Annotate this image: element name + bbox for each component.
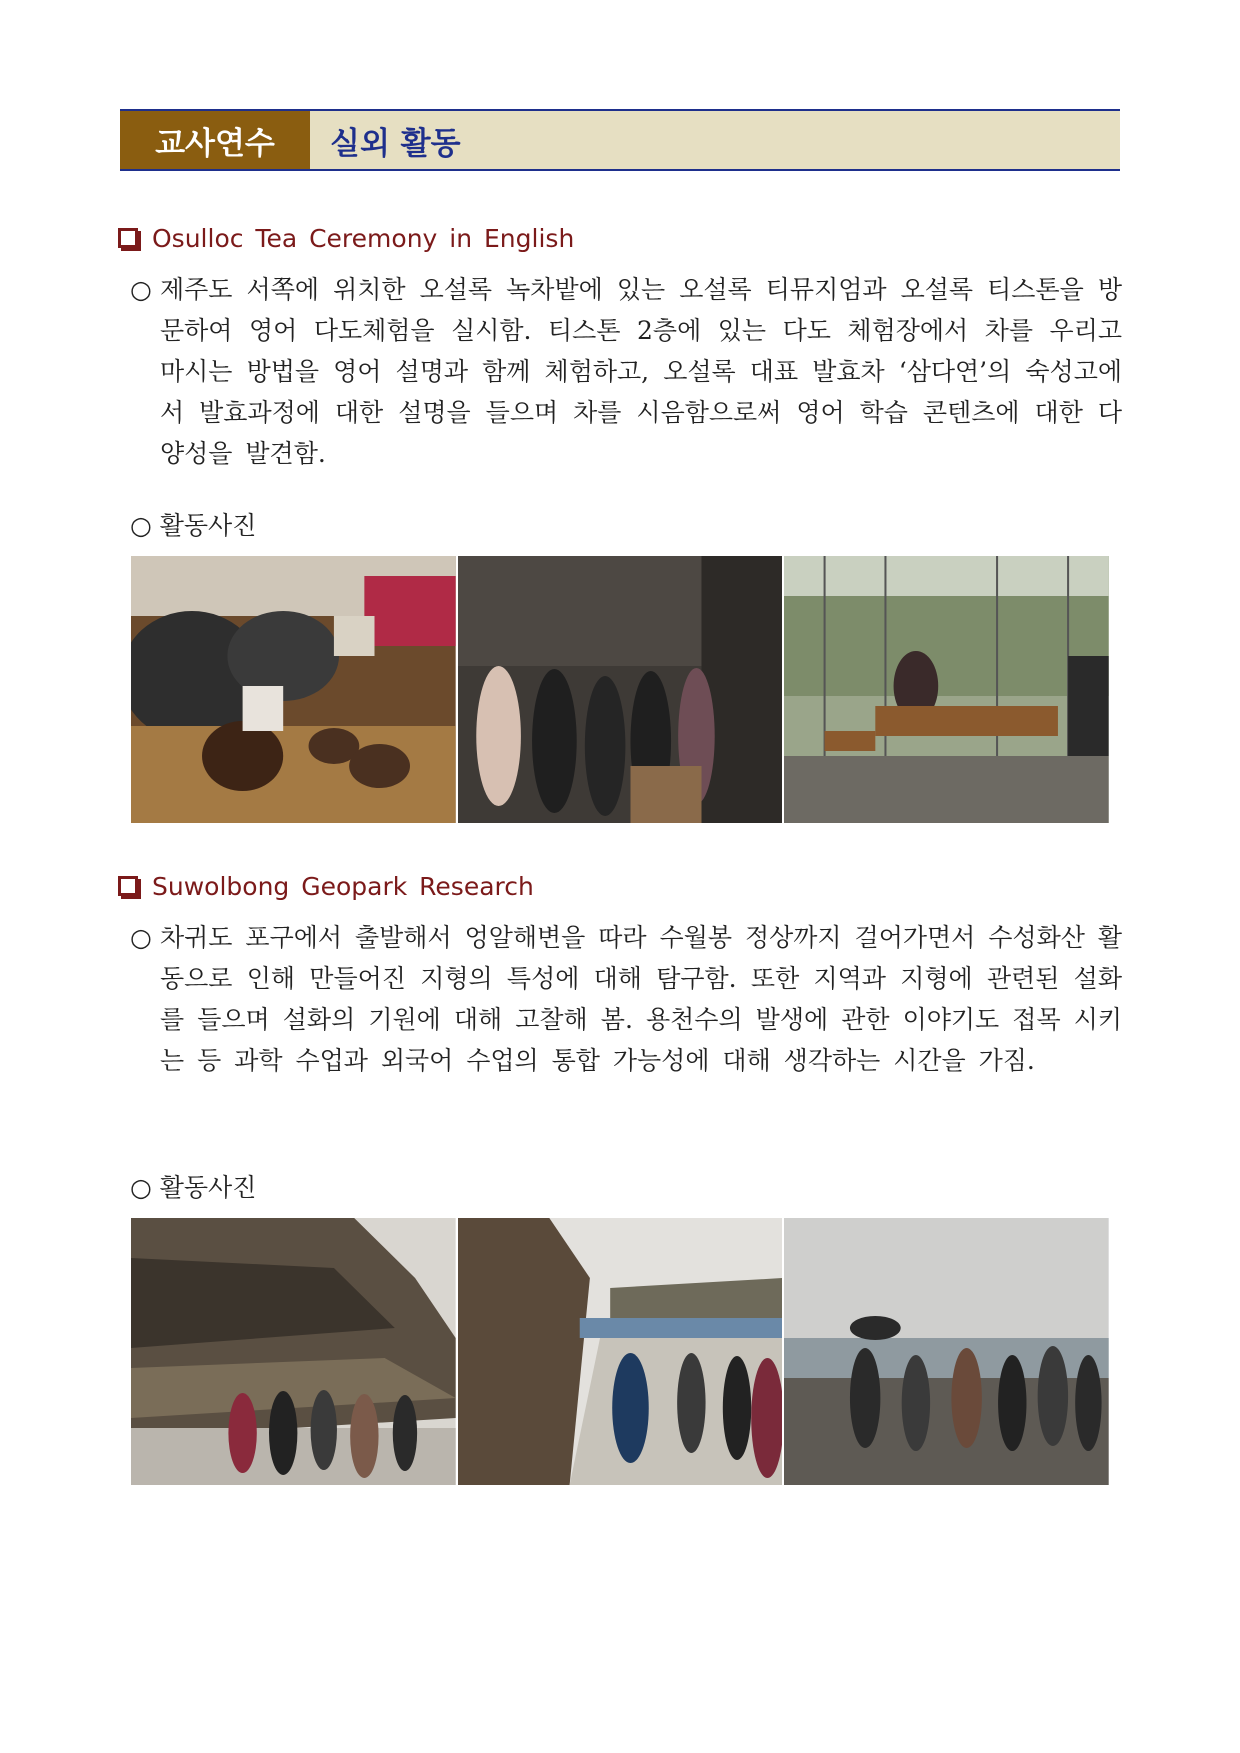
geopark-description — [130, 917, 1122, 1081]
header-tag: 교사연수 — [120, 111, 310, 169]
photo-geopark-group — [784, 1218, 1109, 1485]
photo-tea-group — [458, 556, 783, 823]
tea-description-text: 제주도 서쪽에 위치한 오설록 녹차밭에 있는 오설록 티뮤지엄과 오설록 티스톤을 방문하여 영어 다도체험을 실시함. 티스톤 2층에 있는 다도 체험장에서 차를 우리고 마시는 방법을 영어 설명과 함께 체험하고, 오설록 대표 발효차 ‘삼다연’의 숙성고에서 발효과정에 대한 설명을 들으며 차를 시음함으로써 영어 학습 콘텐츠에 대한 다양성을 발견함. — [160, 275, 1122, 468]
page-title: 실외 활동 — [330, 125, 461, 162]
checkbox-icon — [118, 228, 138, 248]
section-heading-geopark: Suwolbong Geopark Research — [118, 868, 534, 904]
page-header — [120, 109, 1120, 171]
photo-geopark-cliff — [131, 1218, 456, 1485]
section-heading-tea: Osulloc Tea Ceremony in English — [118, 220, 574, 256]
photo-label-tea: ○ 활동사진 — [130, 511, 257, 540]
tea-description — [130, 269, 1122, 474]
photo-tea-table — [784, 556, 1109, 823]
photo-label-geopark: ○ 활동사진 — [130, 1173, 257, 1202]
photo-tea-pouring — [131, 556, 456, 823]
geopark-description-text: 차귀도 포구에서 출발해서 엉알해변을 따라 수월봉 정상까지 걸어가면서 수성화산 활동으로 인해 만들어진 지형의 특성에 대해 탐구함. 또한 지역과 지형에 관련된 설화를 들으며 설화의 기원에 대해 고찰해 봄. 용천수의 발생에 관한 이야기도 접목 시키는 등 과학 수업과 외국어 수업의 통합 가능성에 대해 생각하는 시간을 가짐. — [160, 923, 1122, 1075]
bullet-circle: ○ — [130, 275, 152, 304]
bullet-circle: ○ — [130, 923, 152, 952]
photo-strip-geopark — [131, 1218, 1109, 1485]
photo-strip-tea — [131, 556, 1109, 823]
photo-geopark-path — [458, 1218, 783, 1485]
checkbox-icon — [118, 876, 138, 896]
